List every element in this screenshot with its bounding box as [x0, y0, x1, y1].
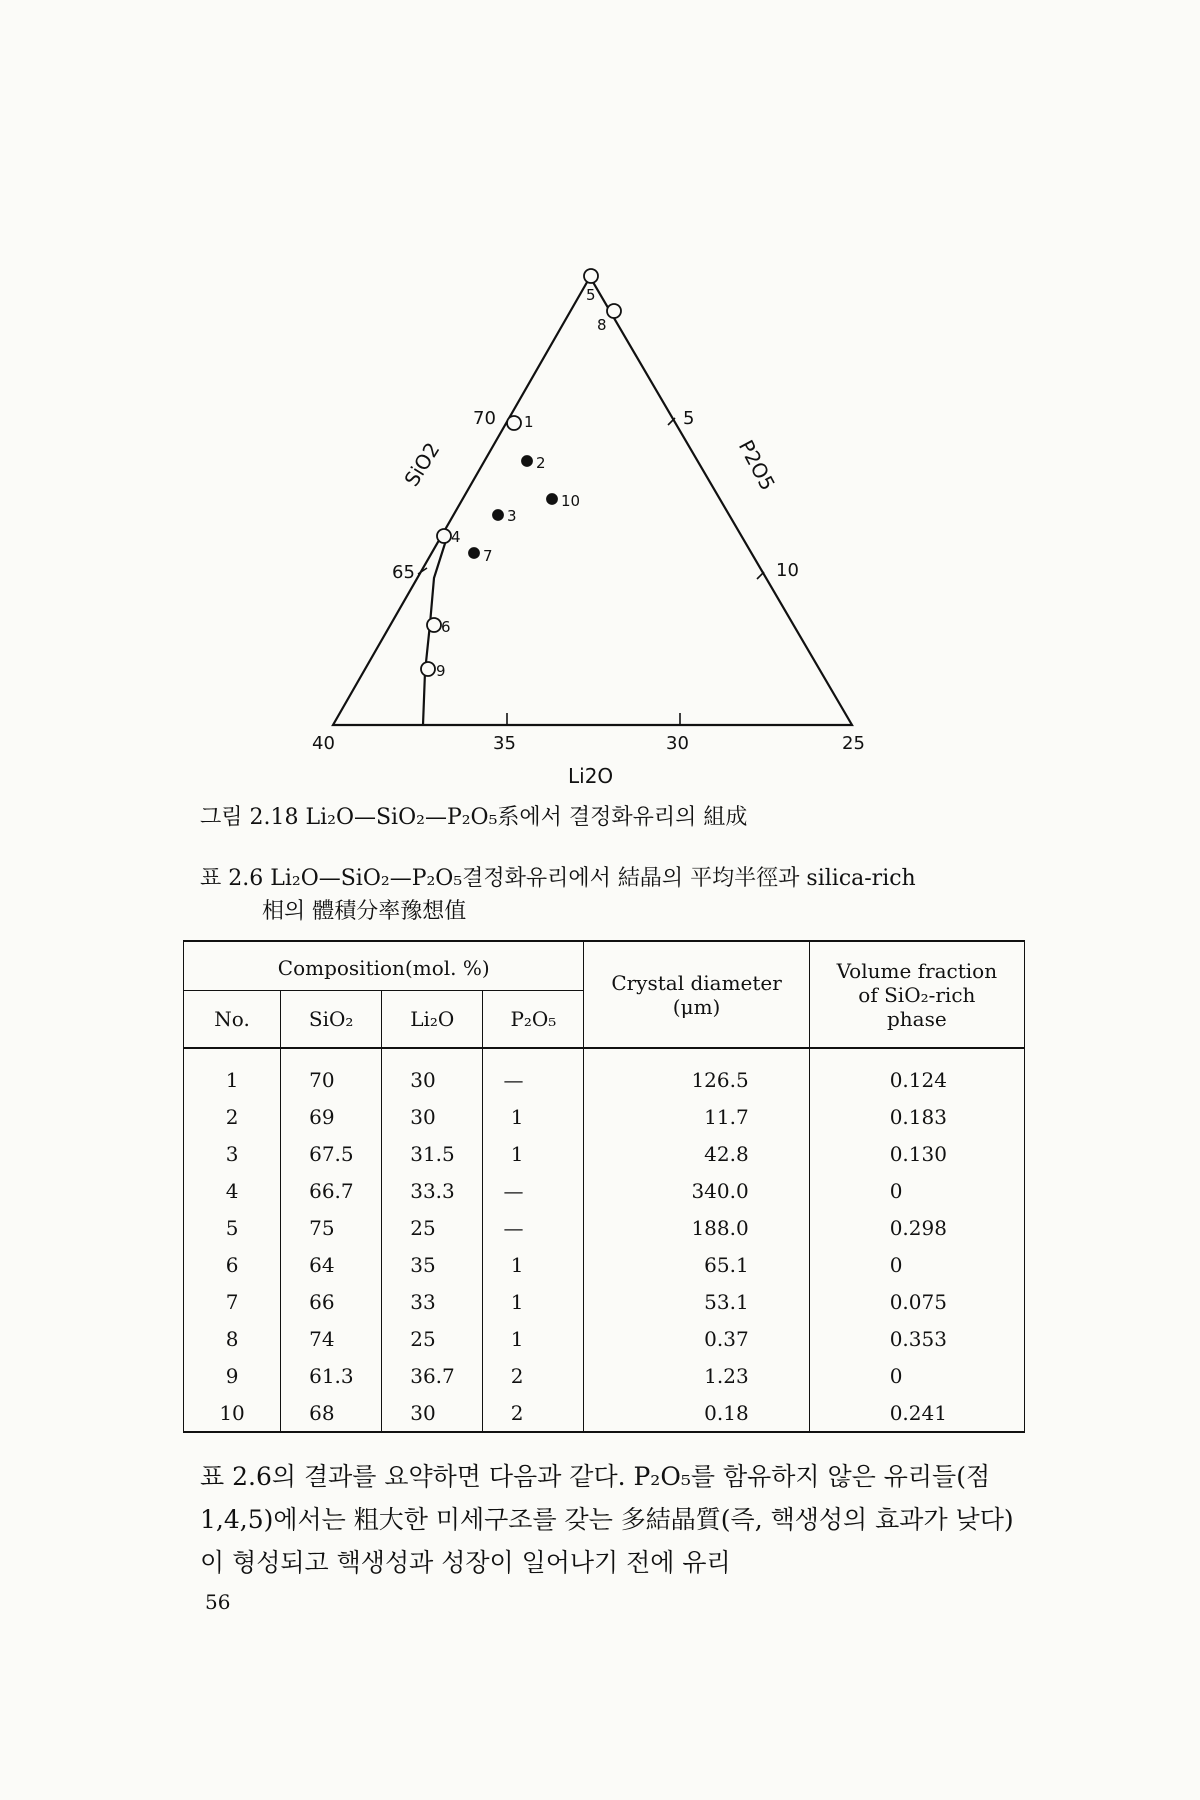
cell-volume-fraction: 0.124 — [809, 1048, 1024, 1098]
header-p2o5: P₂O₅ — [483, 991, 584, 1049]
tick-label-5: 5 — [683, 408, 695, 429]
cell-li2o: 25 — [382, 1209, 483, 1246]
point-8-label: 8 — [597, 316, 607, 334]
cell-p2o5: 1 — [483, 1283, 584, 1320]
cell-no: 3 — [184, 1135, 281, 1172]
point-9-marker — [421, 662, 435, 676]
cell-crystal-diameter: 42.8 — [584, 1135, 809, 1172]
cell-no: 5 — [184, 1209, 281, 1246]
point-9-label: 9 — [436, 662, 446, 680]
cell-sio2: 61.3 — [281, 1357, 382, 1394]
data-table — [183, 940, 1025, 1440]
point-5-marker — [584, 269, 598, 283]
cell-crystal-diameter: 0.18 — [584, 1394, 809, 1432]
cell-li2o: 30 — [382, 1048, 483, 1098]
cell-volume-fraction: 0.075 — [809, 1283, 1024, 1320]
cell-volume-fraction: 0.241 — [809, 1394, 1024, 1432]
cell-no: 8 — [184, 1320, 281, 1357]
page-number: 56 — [205, 1590, 231, 1614]
cell-li2o: 25 — [382, 1320, 483, 1357]
point-7-label: 7 — [483, 547, 493, 565]
cell-no: 7 — [184, 1283, 281, 1320]
point-1-label: 1 — [524, 413, 534, 431]
cell-crystal-diameter: 53.1 — [584, 1283, 809, 1320]
tick-label-35: 35 — [493, 733, 516, 754]
ternary-diagram — [0, 0, 1200, 790]
tick-label-10: 10 — [776, 560, 799, 581]
table-row — [184, 1394, 1025, 1432]
cell-p2o5: 1 — [483, 1135, 584, 1172]
cell-sio2: 75 — [281, 1209, 382, 1246]
cell-p2o5: — — [483, 1209, 584, 1246]
table-row — [184, 1283, 1025, 1320]
table-caption — [200, 862, 1020, 928]
table-row — [184, 1246, 1025, 1283]
point-3-label: 3 — [507, 507, 517, 525]
point-4-label: 4 — [451, 528, 461, 546]
cell-crystal-diameter: 65.1 — [584, 1246, 809, 1283]
cell-no: 2 — [184, 1098, 281, 1135]
table-row — [184, 1172, 1025, 1209]
table-body — [184, 1048, 1025, 1432]
tick-label-70: 70 — [473, 408, 496, 429]
cell-sio2: 66 — [281, 1283, 382, 1320]
header-sio2: SiO₂ — [281, 991, 382, 1049]
point-2-marker — [522, 456, 532, 466]
point-4-marker — [437, 529, 451, 543]
cell-sio2: 74 — [281, 1320, 382, 1357]
point-2-label: 2 — [536, 454, 546, 472]
cell-volume-fraction: 0 — [809, 1172, 1024, 1209]
cell-li2o: 31.5 — [382, 1135, 483, 1172]
cell-p2o5: 1 — [483, 1320, 584, 1357]
point-5-label: 5 — [586, 286, 596, 304]
sio2-axis-label: SiO2 — [399, 438, 445, 491]
table-caption-line2: 相의 體積分率豫想值 — [262, 899, 467, 924]
point-8-marker — [607, 304, 621, 318]
cell-li2o: 36.7 — [382, 1357, 483, 1394]
cell-no: 10 — [184, 1394, 281, 1432]
cell-p2o5: 2 — [483, 1357, 584, 1394]
cell-sio2: 64 — [281, 1246, 382, 1283]
header-volume-fraction: Volume fraction of SiO₂-rich phase — [809, 941, 1024, 1048]
triangle-frame — [333, 277, 852, 725]
point-10-marker — [547, 494, 557, 504]
cell-crystal-diameter: 11.7 — [584, 1098, 809, 1135]
cell-p2o5: 2 — [483, 1394, 584, 1432]
cell-li2o: 33 — [382, 1283, 483, 1320]
header-li2o: Li₂O — [382, 991, 483, 1049]
li2o-axis-label: Li2O — [568, 764, 614, 788]
point-10-label: 10 — [561, 492, 581, 510]
cell-li2o: 33.3 — [382, 1172, 483, 1209]
cell-crystal-diameter: 126.5 — [584, 1048, 809, 1098]
figure-caption: 그림 2.18 Li₂O—SiO₂—P₂O₅系에서 결정화유리의 組成 — [200, 805, 748, 830]
cell-no: 4 — [184, 1172, 281, 1209]
composition-group-header: Composition(mol. %) — [184, 941, 584, 991]
tick-marks — [418, 418, 764, 725]
cell-sio2: 69 — [281, 1098, 382, 1135]
cell-crystal-diameter: 340.0 — [584, 1172, 809, 1209]
cell-volume-fraction: 0.298 — [809, 1209, 1024, 1246]
cell-p2o5: — — [483, 1048, 584, 1098]
cell-sio2: 66.7 — [281, 1172, 382, 1209]
tick-label-30: 30 — [666, 733, 689, 754]
summary-paragraph: 표 2.6의 결과를 요약하면 다음과 같다. P₂O₅를 함유하지 않은 유리들(점 1,4,5)에서는 粗大한 미세구조를 갖는 多結晶質(즉, 핵생성의 효과가 낮다)이 형성되고 핵생성과 성장이 일어나기 전에 유리 — [200, 1462, 1014, 1577]
cell-sio2: 67.5 — [281, 1135, 382, 1172]
cell-volume-fraction: 0.130 — [809, 1135, 1024, 1172]
cell-volume-fraction: 0 — [809, 1357, 1024, 1394]
p2o5-axis-label: P2O5 — [733, 436, 781, 495]
point-6-label: 6 — [441, 618, 451, 636]
point-7-marker — [469, 548, 479, 558]
tick-label-40: 40 — [312, 733, 335, 754]
tick-label-25: 25 — [842, 733, 865, 754]
cell-volume-fraction: 0.183 — [809, 1098, 1024, 1135]
data-points — [421, 269, 621, 680]
table-row — [184, 1048, 1025, 1098]
cell-volume-fraction: 0 — [809, 1246, 1024, 1283]
cell-no: 1 — [184, 1048, 281, 1098]
cell-no: 9 — [184, 1357, 281, 1394]
table-row — [184, 1135, 1025, 1172]
cell-p2o5: — — [483, 1172, 584, 1209]
point-1-marker — [507, 416, 521, 430]
cell-sio2: 70 — [281, 1048, 382, 1098]
table-row — [184, 1098, 1025, 1135]
cell-p2o5: 1 — [483, 1246, 584, 1283]
table-caption-line1: 표 2.6 Li₂O—SiO₂—P₂O₅결정화유리에서 結晶의 平均半徑과 silica-rich — [200, 866, 916, 891]
cell-p2o5: 1 — [483, 1098, 584, 1135]
table-row — [184, 1357, 1025, 1394]
cell-crystal-diameter: 1.23 — [584, 1357, 809, 1394]
cell-crystal-diameter: 188.0 — [584, 1209, 809, 1246]
table-row — [184, 1209, 1025, 1246]
header-crystal-diameter: Crystal diameter (μm) — [584, 941, 809, 1048]
header-no: No. — [184, 991, 281, 1049]
cell-crystal-diameter: 0.37 — [584, 1320, 809, 1357]
tick-label-65: 65 — [392, 562, 415, 583]
cell-li2o: 35 — [382, 1246, 483, 1283]
cell-li2o: 30 — [382, 1098, 483, 1135]
cell-volume-fraction: 0.353 — [809, 1320, 1024, 1357]
table-row — [184, 1320, 1025, 1357]
point-6-marker — [427, 618, 441, 632]
cell-no: 6 — [184, 1246, 281, 1283]
point-3-marker — [493, 510, 503, 520]
cell-sio2: 68 — [281, 1394, 382, 1432]
cell-li2o: 30 — [382, 1394, 483, 1432]
